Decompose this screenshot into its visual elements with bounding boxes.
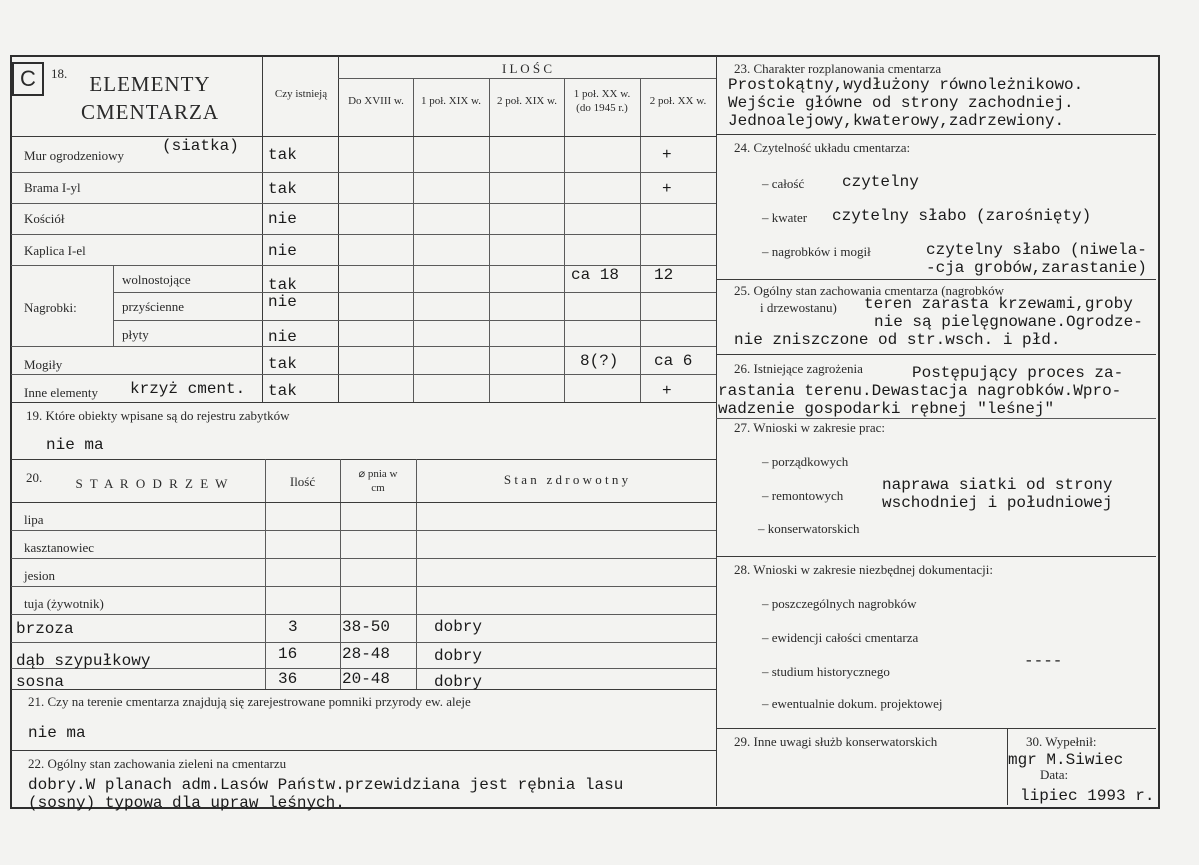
- grid-line: [11, 750, 716, 751]
- typed-value: tak: [268, 180, 297, 198]
- grid-line: [11, 136, 716, 137]
- item-label: – ewentualnie dokum. projektowej: [762, 696, 943, 711]
- typed-value: Prostokątny,wydłużony równoleżnikowo.: [728, 76, 1084, 94]
- tree-name: kasztanowiec: [24, 540, 95, 555]
- column-divider: [716, 56, 717, 806]
- grid-line: [716, 418, 1156, 419]
- item-label: – całość: [762, 176, 805, 191]
- grid-line: [716, 279, 1156, 280]
- row-label: płyty: [122, 327, 149, 342]
- typed-value: ca 6: [654, 352, 693, 370]
- row-label: Kaplica I-el: [24, 243, 86, 258]
- typed-value: +: [662, 180, 672, 198]
- column-header: 1 poł. XX w. (do 1945 r.): [573, 88, 631, 114]
- section-title: CMENTARZA: [81, 100, 219, 124]
- typed-value: dobry: [434, 618, 483, 636]
- grid-line: [11, 558, 716, 559]
- typed-value: ca 18: [571, 266, 620, 284]
- typed-value: nie są pielęgnowane.Ogrodze-: [874, 313, 1143, 331]
- typed-value: 16: [278, 645, 298, 663]
- column-header: S t a n z d r o w o t n y: [503, 472, 629, 487]
- tree-name: jesion: [24, 568, 56, 583]
- grid-line: [262, 56, 263, 402]
- section-title: ELEMENTY: [89, 72, 211, 96]
- grid-line: [11, 459, 716, 460]
- column-header: S T A R O D R Z E W: [75, 476, 230, 491]
- typed-value: 12: [654, 266, 674, 284]
- grid-line: [338, 56, 339, 402]
- tree-name: sosna: [16, 673, 65, 691]
- section-label: 24. Czytelność układu cmentarza:: [734, 140, 911, 155]
- typed-value: wadzenie gospodarki rębnej "leśnej": [718, 400, 1055, 418]
- typed-value: lipiec 1993 r.: [1020, 787, 1155, 805]
- typed-value: nie ma: [46, 436, 104, 454]
- typed-value: teren zarasta krzewami,groby: [864, 295, 1133, 313]
- typed-value: dobry: [434, 647, 483, 665]
- tree-name: dąb szypułkowy: [16, 652, 151, 670]
- grid-line: [413, 78, 414, 402]
- section-label: i drzewostanu): [760, 300, 837, 315]
- typed-value: 38-50: [342, 618, 391, 636]
- grid-line: [716, 354, 1156, 355]
- grid-line: [11, 402, 716, 403]
- column-header: ⌀ pnia w cm: [358, 468, 398, 494]
- grid-line: [338, 78, 716, 79]
- row-label: wolnostojące: [122, 272, 191, 287]
- typed-value: wschodniej i południowej: [882, 494, 1113, 512]
- section-label: Data:: [1040, 767, 1069, 782]
- item-label: – nagrobków i mogił: [762, 244, 871, 259]
- section-label: 23. Charakter rozplanowania cmentarza: [734, 61, 942, 76]
- grid-line: [11, 172, 716, 173]
- typed-value: nie: [268, 293, 297, 311]
- item-label: – poszczególnych nagrobków: [762, 596, 917, 611]
- row-label: Kościół: [24, 211, 65, 226]
- item-label: – studium historycznego: [762, 664, 890, 679]
- grid-line: [11, 586, 716, 587]
- typed-value: -cja grobów,zarastanie): [926, 259, 1147, 277]
- typed-value: 3: [288, 618, 298, 636]
- grid-line: [113, 320, 716, 321]
- tree-name: lipa: [24, 512, 44, 527]
- grid-line: [416, 459, 417, 689]
- item-label: – remontowych: [762, 488, 844, 503]
- row-label: Mur ogrodzeniowy: [24, 148, 125, 163]
- tree-name: brzoza: [16, 620, 74, 638]
- typed-value: tak: [268, 276, 297, 294]
- grid-line: [11, 530, 716, 531]
- grid-line: [265, 459, 266, 689]
- grid-line: [11, 234, 716, 235]
- typed-value: naprawa siatki od strony: [882, 476, 1113, 494]
- grid-line: [11, 689, 716, 690]
- grid-line: [716, 134, 1156, 135]
- grid-line: [340, 459, 341, 689]
- section-label: 25. Ogólny stan zachowania cmentarza (nagrobków: [734, 283, 1005, 298]
- typed-value: tak: [268, 382, 297, 400]
- grid-line: [113, 265, 114, 346]
- column-header: Do XVIII w.: [348, 95, 404, 107]
- row-label: Brama I-yl: [24, 180, 81, 195]
- row-label: Nagrobki:: [24, 300, 77, 315]
- grid-line: [489, 78, 490, 402]
- typed-value: nie zniszczone od str.wsch. i płd.: [734, 331, 1061, 349]
- typed-value: (sosny) typowa dla upraw leśnych.: [28, 794, 345, 812]
- typed-value: Postępujący proces za-: [912, 364, 1124, 382]
- grid-line: [11, 614, 716, 615]
- grid-line: [716, 556, 1156, 557]
- column-header: 1 poł. XIX w.: [420, 95, 482, 107]
- row-label: Mogiły: [24, 357, 63, 372]
- section-label: 29. Inne uwagi służb konserwatorskich: [734, 734, 938, 749]
- grid-line: [11, 642, 716, 643]
- typed-value: czytelny: [842, 173, 919, 191]
- item-label: – kwater: [762, 210, 808, 225]
- tree-name: tuja (żywotnik): [24, 596, 104, 611]
- grid-line: [716, 728, 1156, 729]
- section-label: 27. Wnioski w zakresie prac:: [734, 420, 886, 435]
- section-label: 20.: [26, 470, 43, 485]
- typed-value: czytelny słabo (niwela-: [926, 241, 1147, 259]
- section-label: 30. Wypełnił:: [1026, 734, 1097, 749]
- typed-value: 36: [278, 670, 298, 688]
- card-mark: C: [12, 62, 44, 96]
- column-header: Czy istnieją: [274, 88, 328, 100]
- typed-value: nie: [268, 242, 297, 260]
- typed-value: nie: [268, 210, 297, 228]
- grid-line: [11, 502, 716, 503]
- row-label: Inne elementy: [24, 385, 98, 400]
- column-header: 2 poł. XIX w.: [496, 95, 558, 107]
- section-number: 18.: [51, 66, 68, 81]
- typed-value: tak: [268, 146, 297, 164]
- grid-line: [11, 346, 716, 347]
- item-label: – porządkowych: [762, 454, 849, 469]
- typed-value: 20-48: [342, 670, 391, 688]
- grid-line: [11, 374, 716, 375]
- section-label: 28. Wnioski w zakresie niezbędnej dokumentacji:: [734, 562, 993, 577]
- section-label: 22. Ogólny stan zachowania zieleni na cmentarzu: [28, 756, 287, 771]
- column-header: Ilość: [289, 474, 316, 489]
- typed-value: ----: [1024, 652, 1063, 670]
- typed-value: Wejście główne od strony zachodniej.: [728, 94, 1074, 112]
- typed-value: krzyż cment.: [130, 380, 246, 398]
- typed-value: 8(?): [580, 352, 619, 370]
- typed-value: +: [662, 146, 672, 164]
- section-label: 19. Które obiekty wpisane są do rejestru zabytków: [26, 408, 290, 423]
- column-header: I L O Ś C: [501, 61, 553, 76]
- typed-value: (siatka): [162, 137, 239, 155]
- section-label: 26. Istniejące zagrożenia: [734, 361, 863, 376]
- item-label: – ewidencji całości cmentarza: [762, 630, 919, 645]
- typed-value: tak: [268, 355, 297, 373]
- column-header: 2 poł. XX w.: [649, 95, 707, 107]
- typed-value: nie ma: [28, 724, 86, 742]
- typed-value: czytelny słabo (zarośnięty): [832, 207, 1092, 225]
- grid-line: [11, 203, 716, 204]
- section-label: 21. Czy na terenie cmentarza znajdują się zarejestrowane pomniki przyrody ew. aleje: [28, 694, 471, 709]
- typed-value: mgr M.Siwiec: [1008, 751, 1124, 769]
- typed-value: +: [662, 382, 672, 400]
- row-label: przyścienne: [122, 299, 185, 314]
- typed-value: rastania terenu.Dewastacja nagrobków.Wpro-: [718, 382, 1122, 400]
- typed-value: Jednoalejowy,kwaterowy,zadrzewiony.: [728, 112, 1065, 130]
- grid-line: [640, 78, 641, 402]
- item-label: – konserwatorskich: [758, 521, 860, 536]
- grid-line: [564, 78, 565, 402]
- typed-value: dobry.W planach adm.Lasów Państw.przewidziana jest rębnia lasu: [28, 776, 624, 794]
- grid-line: [113, 292, 716, 293]
- typed-value: dobry: [434, 673, 483, 691]
- typed-value: nie: [268, 328, 297, 346]
- typed-value: 28-48: [342, 645, 391, 663]
